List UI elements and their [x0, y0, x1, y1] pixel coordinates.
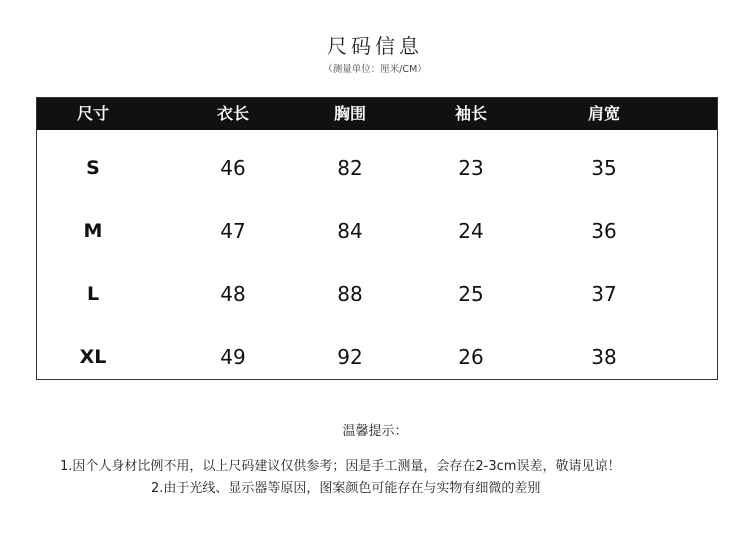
size-cell: M [83, 220, 103, 242]
header-length: 衣长 [216, 104, 249, 123]
chest-cell: 84 [337, 219, 363, 243]
length-cell: 49 [220, 345, 246, 369]
size-cell: XL [79, 346, 107, 368]
header-sleeve: 袖长 [454, 104, 487, 123]
page-title: 尺码信息 [327, 34, 423, 58]
tips-title: 温馨提示： [342, 424, 408, 439]
table-row [37, 337, 717, 377]
sleeve-cell: 25 [458, 282, 484, 306]
length-cell: 46 [220, 156, 246, 180]
table-header [37, 98, 717, 130]
size-table [36, 97, 718, 380]
header-chest: 胸围 [333, 104, 366, 123]
chest-cell: 88 [337, 282, 363, 306]
table-row [37, 211, 717, 251]
sleeve-cell: 24 [458, 219, 484, 243]
header-shoulder: 肩宽 [587, 104, 620, 123]
length-cell: 48 [220, 282, 246, 306]
shoulder-cell: 35 [591, 156, 617, 180]
header-size: 尺寸 [76, 104, 109, 123]
unit-note: （测量单位：厘米/CM） [323, 64, 427, 75]
tip-line-2: 2.由于光线、显示器等原因，图案颜色可能存在与实物有细微的差别 [151, 481, 541, 496]
table-row [37, 148, 717, 188]
shoulder-cell: 36 [591, 219, 617, 243]
table-row [37, 274, 717, 314]
shoulder-cell: 38 [591, 345, 617, 369]
chest-cell: 82 [337, 156, 363, 180]
tip-line-1: 1.因个人身材比例不用，以上尺码建议仅供参考；因是手工测量，会存在2-3cm误差，敬请见谅！ [60, 459, 621, 474]
size-cell: S [86, 157, 100, 179]
size-cell: L [86, 283, 100, 305]
sleeve-cell: 23 [458, 156, 484, 180]
sleeve-cell: 26 [458, 345, 484, 369]
length-cell: 47 [220, 219, 246, 243]
chest-cell: 92 [337, 345, 363, 369]
shoulder-cell: 37 [591, 282, 617, 306]
